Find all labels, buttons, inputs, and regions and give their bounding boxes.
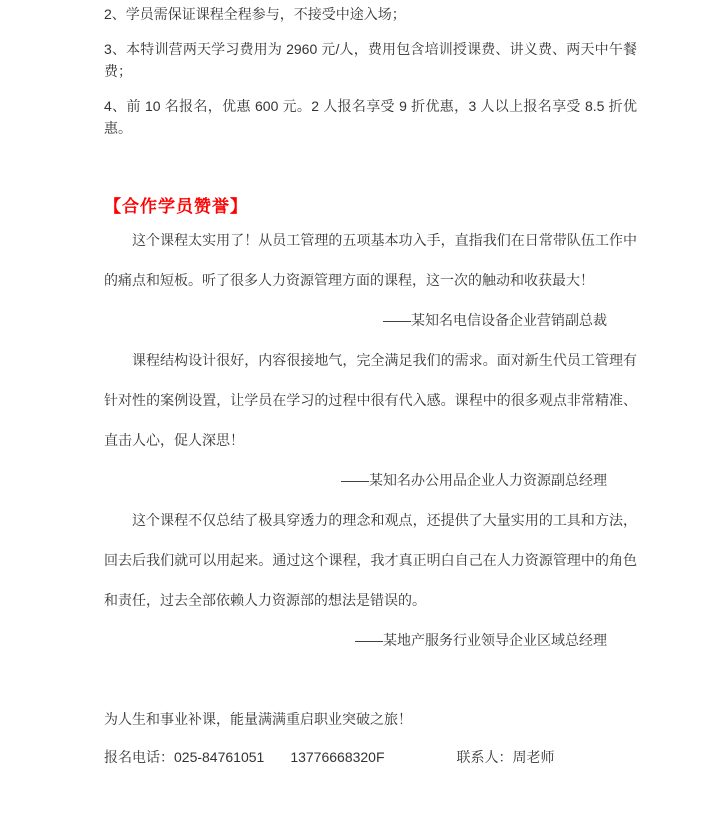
testimonial-attribution-1: ——某知名电信设备企业营销副总裁 — [383, 312, 607, 328]
testimonial-quote-2: 课程结构设计很好，内容很接地气，完全满足我们的需求。面对新生代员工管理有针对性的案例设置，让学员在学习的过程中很有代入感。课程中的很多观点非常精准、直击人心，促人深思！ — [104, 352, 637, 448]
phone-number-1: 025-84761051 — [174, 749, 265, 765]
notice-item-3: 3、本特训营两天学习费用为 2960 元/人，费用包含培训授课费、讲义费、两天中午餐费； — [104, 41, 637, 79]
phone-number-2: 13776668320F — [290, 749, 385, 765]
section-heading-testimonials: 【合作学员赞誉】 — [104, 197, 248, 216]
notice-item-2: 2、学员需保证课程全程参与，不接受中途入场； — [104, 6, 406, 22]
notice-item-4: 4、前 10 名报名，优惠 600 元。2 人报名享受 9 折优惠，3 人以上报名享受 8.5 折优惠。 — [104, 98, 637, 136]
contact-line — [104, 746, 637, 768]
testimonial-quote-1: 这个课程太实用了！从员工管理的五项基本功入手，直指我们在日常带队伍工作中的痛点和短板。听了很多人力资源管理方面的课程，这一次的触动和收获最大！ — [104, 232, 637, 288]
testimonial-attribution-3: ——某地产服务行业领导企业区域总经理 — [355, 632, 607, 648]
contact-name: 周老师 — [512, 749, 555, 765]
phone-label: 报名电话： — [104, 749, 174, 765]
testimonial-attribution-2: ——某知名办公用品企业人力资源副总经理 — [341, 472, 607, 488]
contact-label: 联系人： — [456, 749, 513, 765]
closing-tagline: 为人生和事业补课，能量满满重启职业突破之旅！ — [104, 711, 412, 727]
contact-person — [457, 749, 555, 765]
testimonial-quote-3: 这个课程不仅总结了极具穿透力的理念和观点，还提供了大量实用的工具和方法，回去后我们就可以用起来。通过这个课程，我才真正明白自己在人力资源管理中的角色和责任，过去全部依赖人力资源部的想法是错误的。 — [104, 512, 637, 608]
